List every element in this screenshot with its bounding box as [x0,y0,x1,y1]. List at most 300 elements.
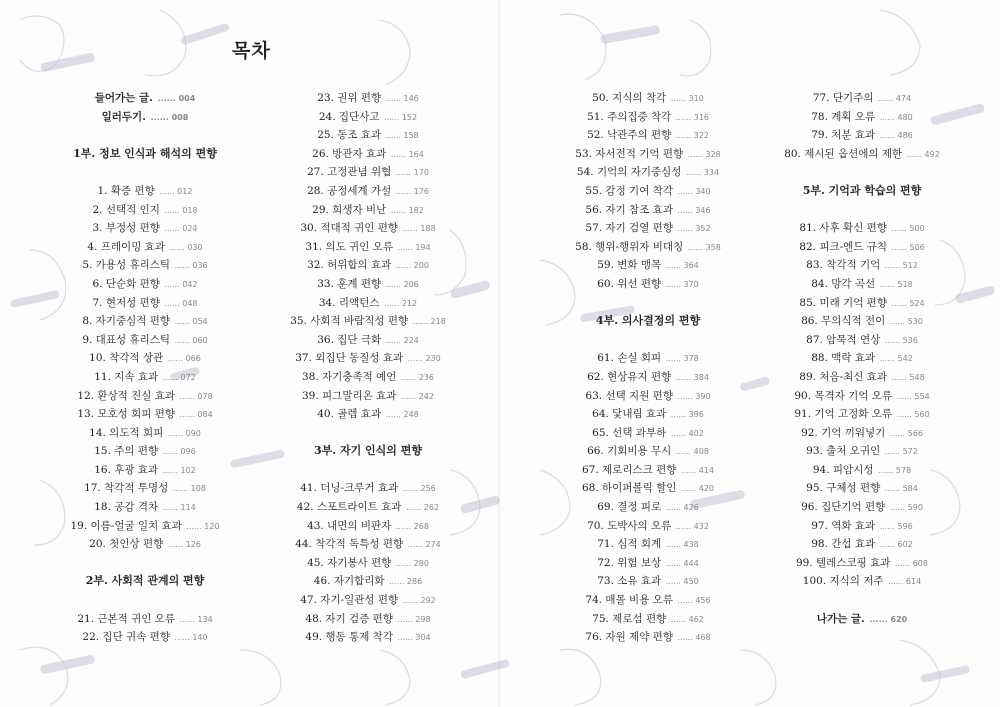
toc-entry-label: 3. 부정성 편향 [92,222,160,235]
toc-entry [762,256,962,275]
toc-entry [268,479,468,498]
toc-page-number [663,280,699,289]
toc-entry [268,275,468,294]
leader-dots: ...... [172,261,193,271]
toc-entry [762,387,962,406]
toc-entry [548,108,748,127]
toc-page-number [162,299,198,308]
toc-entry-label: 78. 계획 오류 [811,110,876,123]
leader-dots: ...... [877,279,898,289]
leader-dots: ...... [405,540,426,550]
leader-dots: ...... [673,372,694,382]
page-number-value: 420 [698,484,714,494]
toc-entry-label: 일러두기. [101,110,146,123]
toc-page-number [877,522,913,531]
toc-page-number [889,243,925,252]
page-number-value: 054 [192,317,208,327]
toc-entry [762,405,962,424]
toc-entry [60,238,230,257]
toc-entry-label: 53. 자서전적 기억 편향 [575,147,684,160]
leader-dots: ...... [674,391,696,401]
leader-dots: ...... [674,596,696,606]
toc-entry [60,479,230,498]
toc-entry-label: 80. 제시된 옵션에의 제한 [784,147,903,160]
spacer [762,201,962,220]
toc-entry [268,238,468,257]
page-number-value: 578 [895,465,912,475]
toc-entry-label: 57. 자기 검열 편향 [585,222,673,235]
page-number-value: 004 [178,94,196,103]
toc-page-number [393,559,429,568]
page-title: 목차 [232,40,271,62]
toc-entry [762,535,962,554]
toc-entry [60,498,230,517]
page-number-value: 346 [695,205,711,215]
toc-page-number [400,596,436,605]
toc-entry-label: 68. 하이퍼볼릭 할인 [582,482,677,495]
toc-page-number [177,392,213,401]
toc-part-heading [762,182,962,201]
toc-page-number [882,261,918,270]
page-number-value: 206 [403,279,419,289]
leader-dots: ...... [410,317,431,327]
spacer [548,294,748,313]
leader-dots: ...... [160,465,181,475]
page-number-value: 584 [902,484,918,494]
page-number-value: 102 [180,465,196,475]
toc-entry [762,498,962,517]
toc-entry [762,442,962,461]
page-number-value: 060 [192,335,208,345]
toc-page-number [668,410,704,419]
toc-entry [60,424,230,443]
toc-entry-label: 65. 선택 과부하 [592,426,667,439]
leader-dots: ...... [678,465,699,475]
toc-entry [268,256,468,275]
toc-entry [548,387,748,406]
toc-entry-label: 2. 선택적 인지 [92,203,160,216]
toc-entry-label: 74. 매몰 비용 오류 [585,594,673,607]
toc-page-number [172,336,208,345]
page-number-value: 512 [902,261,918,271]
toc-page-number [160,503,196,512]
toc-entry-label: 50. 지식의 착각 [592,92,667,104]
page-number-value: 140 [192,633,208,643]
page-number-value: 590 [907,503,923,513]
toc-entry-label: 100. 지식의 저주 [802,575,884,588]
toc-entry-label: 73. 소유 효과 [597,575,662,588]
toc-entry [60,331,230,350]
page-number-value: 518 [897,279,913,289]
toc-entry [548,126,748,145]
toc-entry [548,424,748,443]
toc-entry-label: 36. 집단 극화 [317,333,382,346]
toc-entry [60,182,230,201]
toc-page-number [160,373,196,382]
toc-entry-label: 47. 자기-일관성 편향 [300,594,399,607]
toc-entry [60,461,230,480]
page-number-value: 084 [197,410,213,420]
toc-entry-label: 64. 닻내림 효과 [592,408,667,421]
toc-page-number [882,484,918,493]
page-number-value: 426 [683,503,699,513]
toc-entry [60,442,230,461]
page-number-value: 542 [897,354,913,364]
leader-dots: ...... [885,577,906,587]
toc-page-number [668,94,704,103]
toc-entry-label: 6. 단순화 편향 [92,277,160,290]
toc-entry-label: 86. 무의식적 전이 [801,315,886,328]
toc-page-number [162,280,198,289]
leader-dots: ...... [887,317,908,327]
page-number-value: 370 [683,279,699,289]
page-number-value: 188 [420,224,436,234]
toc-entry [60,535,230,554]
toc-entry-label: 37. 외집단 동질성 효과 [295,352,404,365]
spacer [60,554,230,573]
toc-entry [548,554,748,573]
toc-entry [268,368,468,387]
toc-entry [268,145,468,164]
toc-front-matter-entry [60,89,230,108]
toc-entry-label: 38. 자기충족적 예언 [302,370,397,383]
leader-dots: ...... [674,224,696,234]
toc-entry [762,219,962,238]
page-number-value: 176 [413,186,429,196]
toc-entry [268,591,468,610]
page-number-value: 620 [890,614,908,624]
leader-dots: ...... [877,112,898,122]
toc-column-1 [60,89,230,647]
toc-entry-label: 17. 착각적 투명성 [84,482,169,495]
toc-entry-label: 99. 텔레스코핑 효과 [796,556,891,569]
toc-entry [268,163,468,182]
leader-dots: ...... [685,149,706,159]
leader-dots: ...... [172,335,193,345]
toc-page-number [663,559,699,568]
toc-entry-label: 52. 낙관주의 편향 [587,129,672,142]
toc-entry [762,479,962,498]
toc-page-number [381,299,417,308]
toc-page-number [663,261,699,270]
toc-entry-label: 54. 기억의 자기중심성 [576,166,682,179]
leader-dots: ...... [663,577,684,587]
leader-dots: ...... [388,149,409,159]
toc-page-number [383,280,419,289]
page-number-value: 230 [425,354,441,364]
toc-entry-label: 2부. 사회적 관계의 편향 [85,574,205,588]
toc-entry-label: 31. 의도 귀인 오류 [305,240,393,253]
toc-entry-label: 10. 착각적 상관 [89,352,164,365]
leader-dots: ...... [663,279,684,289]
toc-entry-label: 8. 자기중심적 편향 [82,315,171,328]
toc-entry [548,238,748,257]
toc-entry-label: 46. 자기합리화 [313,575,385,588]
page-number-value: 256 [420,484,436,494]
page-number-value: 316 [693,112,709,122]
toc-entry-label: 89. 처음-최신 효과 [799,370,888,383]
toc-page-number [892,559,928,568]
toc-entry [268,628,468,647]
toc-page-number [383,131,419,140]
toc-page-number [663,540,699,549]
toc-page-number [405,354,441,363]
toc-entry [548,572,748,591]
toc-entry [548,479,748,498]
toc-entry-label: 71. 심적 회계 [597,538,662,551]
page-number-value: 596 [897,521,913,531]
toc-entry [548,535,748,554]
page-number-value: 486 [897,131,913,141]
leader-dots: ...... [663,558,684,568]
toc-part-heading [268,442,468,461]
toc-page-number [165,540,201,549]
page-number-value: 384 [693,372,709,382]
toc-entry-label: 1. 확증 편향 [97,184,155,197]
toc-entry-label: 58. 행위-행위자 비대칭 [575,240,684,253]
page-number-value: 024 [182,224,198,234]
page-number-value: 236 [418,372,434,382]
toc-entry-label: 59. 변화 맹목 [597,259,662,272]
toc-entry [762,368,962,387]
toc-entry-label: 49. 행동 통제 착각 [305,631,393,644]
page-number-value: 194 [415,242,431,252]
toc-entry-label: 5부. 기억과 학습의 편향 [802,183,922,197]
toc-entry [60,387,230,406]
leader-dots: ...... [889,372,910,382]
toc-column-4 [762,89,962,628]
toc-entry-label: 90. 목격자 기억 오류 [794,389,893,402]
toc-entry [548,591,748,610]
toc-entry-label: 9. 대표성 휴리스틱 [82,333,171,346]
page-number-value: 262 [423,503,440,513]
toc-page-number [887,317,923,326]
toc-entry [762,126,962,145]
toc-entry-label: 97. 역화 효과 [811,519,876,532]
page-number-value: 450 [683,577,699,587]
toc-page-number [678,484,714,493]
page-number-value: 008 [171,112,189,122]
page-number-value: 572 [902,447,918,457]
leader-dots: ...... [882,484,903,494]
page-number-value: 304 [415,633,431,643]
page-number-value: 444 [683,558,699,568]
toc-entry-label: 14. 의도적 회피 [89,426,164,439]
leader-dots: ...... [177,391,198,401]
toc-entry [762,294,962,313]
page-number-value: 396 [688,410,704,420]
page-number-value: 182 [408,205,424,215]
toc-front-matter-entry [762,610,962,629]
toc-page-number [383,336,419,345]
page-number-value: 462 [688,614,704,624]
toc-entry [268,349,468,368]
toc-entry-label: 22. 집단 귀속 편향 [82,631,170,644]
toc-page-number [393,168,429,177]
leader-dots: ...... [394,633,416,643]
toc-page-number [889,373,925,382]
toc-entry-label: 62. 현상유지 편향 [587,370,672,383]
toc-page-number [410,317,446,326]
page-number-value: 328 [705,149,721,159]
leader-dots: ...... [166,242,188,252]
leader-dots: ...... [161,279,183,289]
toc-entry [60,201,230,220]
page-number-value: 414 [698,465,714,475]
toc-entry-label: 23. 권위 편향 [317,92,382,104]
leader-dots: ...... [663,354,684,364]
leader-dots: ...... [887,503,908,513]
toc-entry [762,424,962,443]
toc-page-number [886,577,922,586]
toc-entry [762,517,962,536]
leader-dots: ...... [674,205,696,215]
toc-entry [60,312,230,331]
toc-page-number [673,447,709,456]
page-number-value: 554 [914,391,930,401]
toc-page-number [675,633,711,642]
page-number-value: 334 [703,168,720,178]
toc-entry-label: 18. 공감 격차 [94,501,159,514]
page-number-value: 248 [403,410,419,420]
page-number-value: 402 [688,428,704,438]
toc-page-number [395,633,431,642]
toc-page-number [165,429,201,438]
toc-entry [548,201,748,220]
toc-page-number [383,94,419,103]
toc-entry-label: 33. 훈계 편향 [317,277,382,290]
toc-entry [762,331,962,350]
toc-entry [548,349,748,368]
page-number-value: 524 [909,298,925,308]
page-number-value: 408 [693,447,709,457]
page-number-value: 048 [182,298,198,308]
toc-entry [268,219,468,238]
toc-entry [548,182,748,201]
toc-entry [548,610,748,629]
leader-dots: ...... [663,540,684,550]
leader-dots: ...... [668,94,689,103]
toc-page-number [165,354,201,363]
page-number-value: 310 [688,94,704,103]
toc-page-number [157,187,193,196]
toc-page-number [675,224,711,233]
toc-entry-label: 35. 사회적 바람직성 편향 [290,315,409,328]
toc-page-number [148,113,189,122]
toc-entry-label: 85. 미래 기억 편향 [799,296,887,309]
toc-page-number [663,354,699,363]
toc-entry-label: 21. 근본적 귀인 오류 [77,612,176,625]
leader-dots: ...... [165,540,186,550]
page-number-value: 298 [415,614,431,624]
toc-page-number [393,522,429,531]
toc-entry [268,108,468,127]
toc-page-number [167,243,203,252]
toc-entry-label: 56. 자기 참조 효과 [585,203,673,216]
toc-page-number [177,410,213,419]
toc-entry [268,201,468,220]
toc-page-number [400,484,436,493]
toc-page-number [683,168,719,177]
leader-dots: ...... [678,484,699,494]
page-number-value: 608 [912,558,928,568]
toc-entry-label: 92. 기억 끼워넣기 [801,426,886,439]
toc-entry [548,163,748,182]
toc-entry-label: 95. 구체성 편향 [806,482,881,495]
toc-entry-label: 93. 출처 오귀인 [806,445,881,458]
page-number-value: 212 [401,298,418,308]
page-number-value: 322 [693,131,709,141]
toc-entry [762,145,962,164]
toc-entry-label: 98. 간섭 효과 [811,538,876,551]
leader-dots: ...... [668,614,689,624]
page-number-value: 012 [177,186,193,196]
toc-entry-label: 40. 골렘 효과 [317,408,382,421]
leader-dots: ...... [160,503,181,513]
leader-dots: ...... [171,633,193,643]
toc-entry [762,349,962,368]
toc-column-2 [268,89,468,647]
toc-page-number [172,317,208,326]
leader-dots: ...... [383,410,404,420]
page-number-value: 432 [693,521,709,531]
toc-page-number [393,187,429,196]
leader-dots: ...... [400,224,421,234]
page-number-value: 286 [406,577,423,587]
toc-entry-label: 83. 착각적 기억 [806,259,881,272]
toc-entry [268,89,468,108]
toc-entry [268,126,468,145]
leader-dots: ...... [888,298,910,308]
toc-entry [268,572,468,591]
leader-dots: ...... [383,279,404,289]
toc-entry-label: 82. 피크-엔드 규칙 [799,240,888,253]
toc-entry-label: 25. 동조 효과 [317,129,382,142]
leader-dots: ...... [882,335,903,345]
toc-entry [268,294,468,313]
toc-page-number [904,150,940,159]
toc-page-number [395,615,431,624]
toc-entry-label: 94. 피암시성 [812,463,874,476]
leader-dots: ...... [887,428,908,438]
toc-page-number [393,261,429,270]
toc-entry [548,368,748,387]
spacer [548,331,748,350]
toc-page-number [877,280,913,289]
toc-entry [762,275,962,294]
leader-dots: ...... [877,540,898,550]
leader-dots: ...... [160,447,181,457]
toc-column-3 [548,89,748,647]
leader-dots: ...... [403,503,424,513]
leader-dots: ...... [165,428,186,438]
toc-entry-label: 81. 사후 확신 편향 [799,222,887,235]
toc-page-number [184,522,220,531]
toc-page-number [678,466,714,475]
leader-dots: ...... [877,354,898,364]
toc-entry-label: 7. 현저성 편향 [92,296,160,309]
toc-entry [762,572,962,591]
toc-entry [268,405,468,424]
page-number-value: 200 [413,261,429,271]
toc-entry [548,405,748,424]
toc-entry-label: 48. 자기 검증 편향 [305,612,393,625]
page-number-value: 066 [185,354,201,364]
toc-entry-label: 84. 망각 곡선 [811,277,876,290]
page-number-value: 170 [413,168,429,178]
leader-dots: ...... [383,131,404,141]
leader-dots: ...... [877,521,898,531]
